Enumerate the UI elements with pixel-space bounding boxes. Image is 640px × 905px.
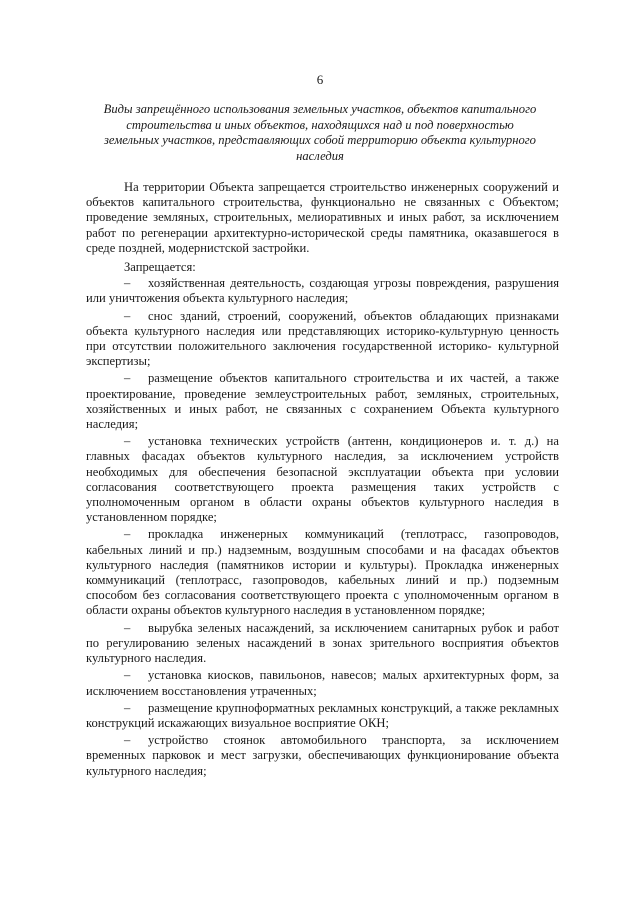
prohibited-heading: Запрещается: <box>124 260 196 275</box>
list-item <box>86 371 559 432</box>
list-item <box>86 276 559 306</box>
section-title: Виды запрещённого использования земельных участков, объектов капитального строительства и иных объектов, находящихся над и под поверхностью земельных участков, представляющих собой территорию объекта культурного наследия <box>103 102 537 163</box>
list-item <box>86 668 559 698</box>
dash-marker: – <box>124 434 131 449</box>
list-item <box>86 309 559 370</box>
list-item-text: вырубка зеленых насаждений, за исключением санитарных рубок и работ по регулированию зеленых насаждений в зонах зрительного восприятия объектов культурного наследия. <box>86 620 559 666</box>
list-item <box>86 434 559 525</box>
list-item-text: размещение крупноформатных рекламных конструкций, а также рекламных конструкций искажающих визуальное восприятие ОКН; <box>86 700 559 730</box>
intro-paragraph: На территории Объекта запрещается строительство инженерных сооружений и объектов капитального строительства, функционально не связанных с Объектом; проведение земляных, строительных, мелиоративных и иных работ, за исключением работ по регенерации архитектурно-исторической среды памятника, оказавшегося в среде поздней, модернистской застройки. <box>86 180 559 255</box>
list-item-text: снос зданий, строений, сооружений, объектов обладающих признаками объекта культурного наследия или представляющих историко-культурную ценность при отсутствии положительного заключения государственной историко- культурной экспертизы; <box>86 308 559 369</box>
dash-marker: – <box>124 668 131 683</box>
list-item-text: хозяйственная деятельность, создающая угрозы повреждения, разрушения или уничтожения объекта культурного наследия; <box>86 276 559 306</box>
dash-marker: – <box>124 733 131 748</box>
page-number: 6 <box>316 72 324 87</box>
list-item-text: прокладка инженерных коммуникаций (теплотрасс, газопроводов, кабельных линий и пр.) надземным, воздушным способами и на фасадах объектов культурного наследия (памятников истории и культуры). Прокладка инженерных коммуникаций (теплотрасс, газопроводов, кабельных линий и пр.) подземным способом без согласования соответствующего проекта с уполномоченным органом в области охраны объектов культурного наследия в установленном порядке; <box>86 527 559 618</box>
list-item <box>86 621 559 667</box>
dash-marker: – <box>124 527 131 542</box>
list-item <box>86 733 559 779</box>
list-item <box>86 701 559 731</box>
list-item-text: размещение объектов капитального строительства и их частей, а также проектирование, проведение землеустроительных работ, земляных, строительных, хозяйственных и иных работ, не связанных с сохранением Объекта культурного наследия; <box>86 371 559 432</box>
list-item <box>86 527 559 618</box>
dash-marker: – <box>124 620 131 635</box>
document-body <box>86 180 559 781</box>
dash-marker: – <box>124 308 131 323</box>
list-item-text: установка технических устройств (антенн, кондиционеров и. т. д.) на главных фасадах объектов культурного наследия, за исключением устройств необходимых для обеспечения безопасной эксплуатации объекта при условии согласования соответствующего проекта размещения таких устройств с уполномоченным органом в области охраны объектов культурного наследия в установленном порядке; <box>86 434 559 525</box>
dash-marker: – <box>124 276 131 291</box>
list-item-text: установка киосков, павильонов, навесов; малых архитектурных форм, за исключением восстановления утраченных; <box>86 668 559 698</box>
dash-marker: – <box>124 371 131 386</box>
list-item-text: устройство стоянок автомобильного транспорта, за исключением временных парковок и мест загрузки, обеспечивающих функционирование объекта культурного наследия; <box>86 733 559 778</box>
dash-marker: – <box>124 700 131 715</box>
